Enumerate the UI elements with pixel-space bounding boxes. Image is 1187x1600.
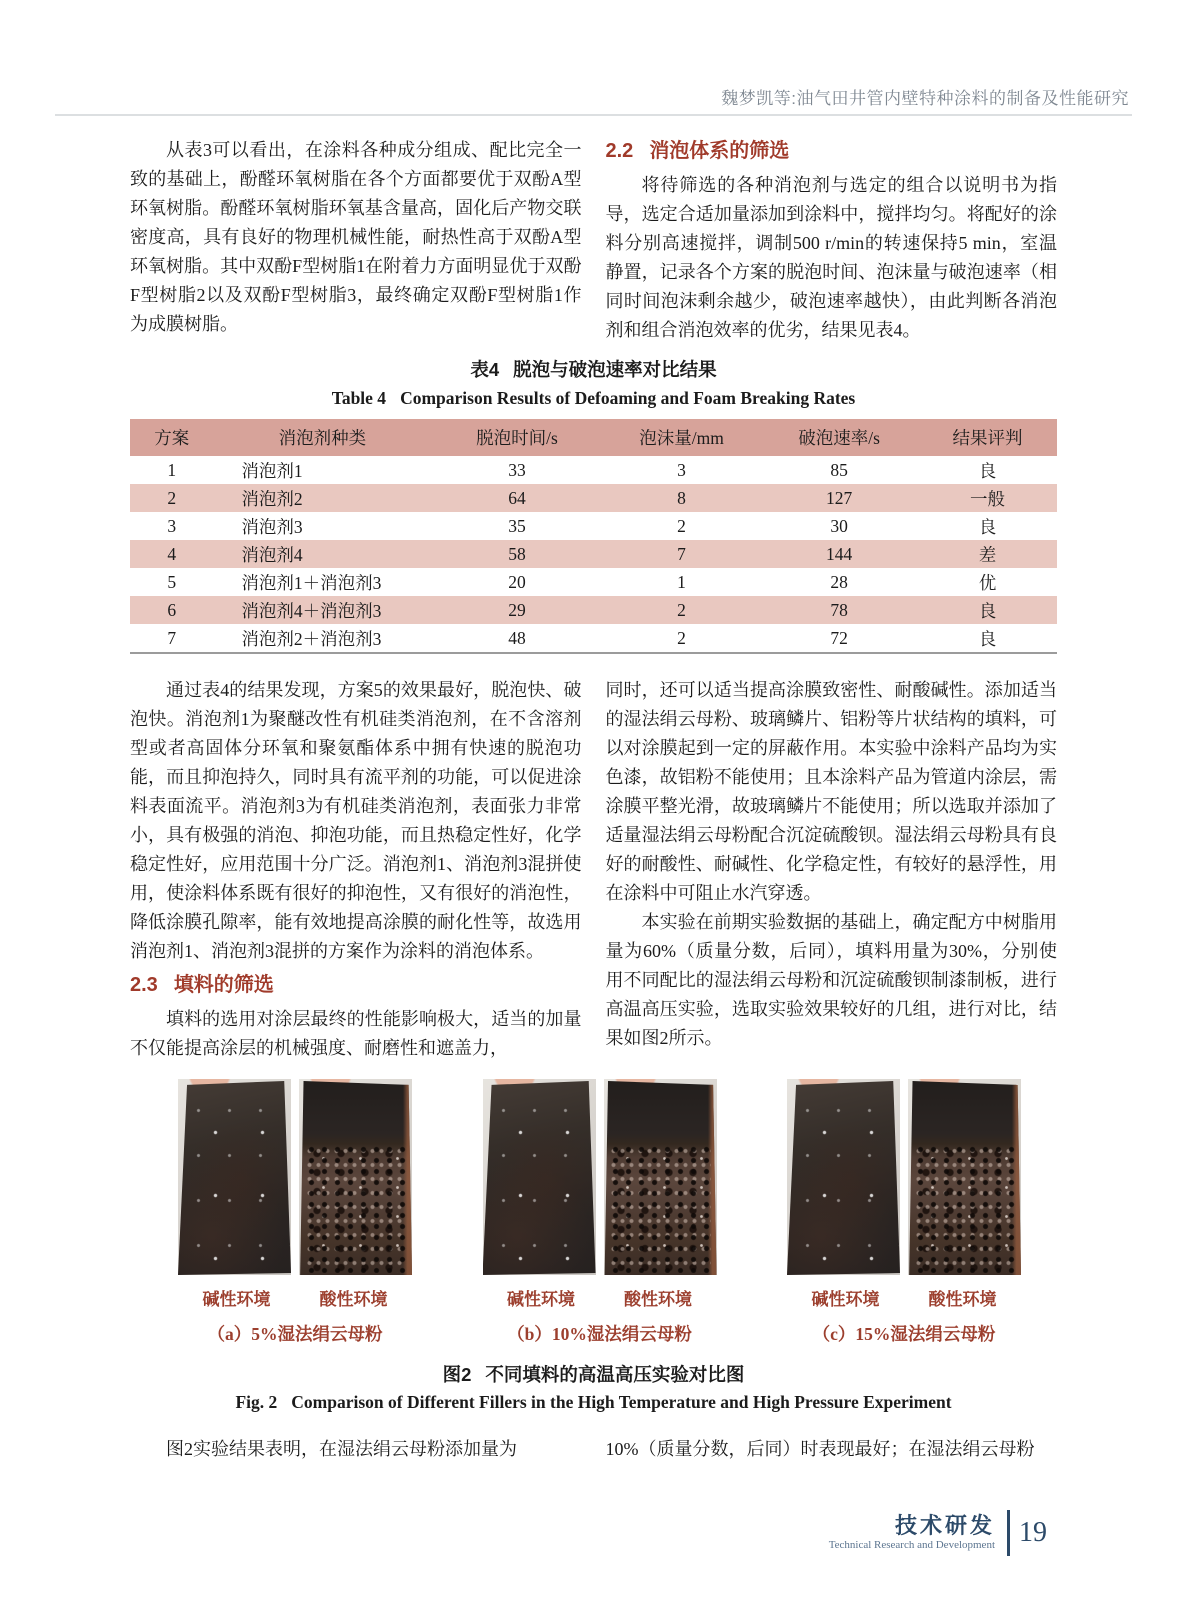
paragraph-figure2-result-right: 10%（质量分数，后同）时表现最好；在湿法绢云母粉	[605, 1439, 1035, 1459]
table-row	[130, 596, 1057, 624]
figure2-group-a	[178, 1079, 412, 1346]
environment-labels	[787, 1285, 1021, 1310]
cell-foam-amount: 2	[677, 599, 686, 620]
section-number: 2.3	[130, 974, 158, 996]
page-footer	[829, 1510, 1047, 1556]
cell-defoamer: 消泡剂1	[241, 460, 303, 481]
col-header-defoam-time: 脱泡时间/s	[431, 419, 602, 456]
panel-photo-acidic	[908, 1079, 1021, 1275]
footer-section-en: Technical Research and Development	[828, 1538, 995, 1551]
photo-pair	[178, 1079, 412, 1275]
cell-scheme: 2	[167, 487, 177, 508]
cell-scheme: 7	[167, 627, 177, 648]
left-column	[130, 676, 582, 1063]
footer-section	[829, 1514, 995, 1553]
header-divider	[55, 114, 1132, 116]
cell-defoam-time: 35	[508, 515, 526, 536]
cell-foam-amount: 7	[677, 543, 686, 564]
table-row	[130, 568, 1057, 596]
cell-foam-amount: 3	[677, 459, 686, 480]
subfigure-caption-b: （b）10%湿法绢云母粉	[507, 1324, 692, 1344]
table4-number-en: Table 4	[331, 388, 387, 408]
cell-result: 良	[978, 516, 997, 537]
paragraph-filler-continued: 同时，还可以适当提高涂膜致密性、耐酸碱性。添加适当的湿法绢云母粉、玻璃鳞片、铝粉等片状结构的填料，可以对涂膜起到一定的屏蔽作用。本实验中涂料产品均为实色漆，故铝粉不能使用；且本涂料产品为管道内涂层，需涂膜平整光滑，故玻璃鳞片不能使用；所以选取并添加了适量湿法绢云母粉配合沉淀硫酸钡。湿法绢云母粉具有良好的耐酸性、耐碱性、化学稳定性，有较好的悬浮性，用在涂料中可阻止水汽穿透。	[605, 680, 1057, 903]
section-title: 填料的筛选	[173, 974, 274, 996]
cell-defoam-time: 20	[508, 571, 526, 592]
cell-foam-amount: 8	[677, 487, 686, 508]
cell-break-rate: 30	[830, 515, 848, 536]
paragraph-resin-conclusion: 从表3可以看出，在涂料各种成分组成、配比完全一致的基础上，酚醛环氧树脂在各个方面都要优于双酚A型环氧树脂。酚醛环氧树脂环氧基含量高，固化后产物交联密度高，具有良好的物理机械性能，耐热性高于双酚A型环氧树脂。其中双酚F型树脂1在附着力方面明显优于双酚F型树脂2以及双酚F型树脂3，最终确定双酚F型树脂1作为成膜树脂。	[130, 140, 582, 334]
col-header-scheme: 方案	[130, 419, 213, 456]
table4-title-en	[130, 385, 1057, 411]
cell-scheme: 3	[167, 515, 177, 536]
cell-defoamer: 消泡剂2＋消泡剂3	[241, 628, 382, 649]
environment-labels	[483, 1285, 717, 1310]
panel-photo-alkaline	[178, 1079, 291, 1275]
table-row	[130, 540, 1057, 568]
right-column	[606, 136, 1058, 345]
label-acidic: 酸性环境	[928, 1290, 997, 1309]
label-alkaline: 碱性环境	[202, 1290, 271, 1309]
cell-result: 良	[978, 460, 997, 481]
col-header-foam-amount: 泡沫量/mm	[603, 419, 761, 456]
cell-foam-amount: 1	[677, 571, 686, 592]
table4-caption-en: Comparison Results of Defoaming and Foam Breaking Rates	[400, 388, 856, 408]
cell-defoamer: 消泡剂2	[241, 488, 303, 509]
paragraph-figure2-result-left: 图2实验结果表明，在湿法绢云母粉添加量为	[166, 1439, 517, 1459]
cell-result: 优	[978, 572, 997, 593]
running-head: 魏梦凯等:油气田井管内壁特种涂料的制备及性能研究	[721, 89, 1129, 108]
footer-section-zh: 技术研发	[894, 1512, 995, 1538]
cell-break-rate: 78	[830, 599, 848, 620]
panel-photo-acidic	[299, 1079, 412, 1275]
cell-break-rate: 72	[830, 627, 848, 648]
right-column	[606, 676, 1058, 1063]
table-row	[130, 512, 1057, 540]
paragraph-table4-discussion: 通过表4的结果发现，方案5的效果最好，脱泡快、破泡快。消泡剂1为聚醚改性有机硅类消泡剂，在不含溶剂型或者高固体分环氧和聚氨酯体系中拥有快速的脱泡功能，而且抑泡持久，同时具有流平剂的功能，可以促进涂料表面流平。消泡剂3为有机硅类消泡剂，表面张力非常小，具有极强的消泡、抑泡功能，而且热稳定性好，化学稳定性好，应用范围十分广泛。消泡剂1、消泡剂3混拼使用，使涂料体系既有很好的抑泡性，又有很好的消泡性，降低涂膜孔隙率，能有效地提高涂膜的耐化性等，故选用消泡剂1、消泡剂3混拼的方案作为涂料的消泡体系。	[130, 680, 582, 961]
table-row	[130, 624, 1057, 653]
environment-labels	[178, 1285, 412, 1310]
text-row-2	[130, 676, 1057, 1063]
paragraph-experiment-setup: 本实验在前期实验数据的基础上，确定配方中树脂用量为60%（质量分数，后同），填料用量为30%，分别使用不同配比的湿法绢云母粉和沉淀硫酸钡制漆制板，进行高温高压实验，选取实验效果较好的几组，进行对比，结果如图2所示。	[605, 912, 1057, 1048]
text-row-1	[130, 136, 1057, 345]
page-content	[130, 136, 1057, 1464]
cell-break-rate: 144	[825, 543, 853, 564]
table4	[130, 419, 1057, 654]
section-number: 2.2	[605, 140, 634, 162]
panel-photo-acidic	[604, 1079, 717, 1275]
col-header-defoamer-type: 消泡剂种类	[213, 419, 431, 456]
figure2-group-c	[787, 1079, 1021, 1346]
cell-result: 一般	[969, 488, 1005, 509]
figure2-photo-row	[130, 1079, 1057, 1346]
figure2-caption-en	[130, 1392, 1057, 1413]
subfigure-caption-c: （c）15%湿法绢云母粉	[812, 1324, 996, 1344]
label-acidic: 酸性环境	[624, 1290, 692, 1309]
subfigure-caption-a: （a）5%湿法绢云母粉	[207, 1324, 383, 1344]
footer-divider	[1007, 1510, 1010, 1556]
cell-defoamer: 消泡剂4＋消泡剂3	[241, 600, 382, 621]
figure2-caption-zh	[130, 1361, 1057, 1387]
table4-block	[130, 357, 1057, 654]
photo-pair	[483, 1079, 717, 1275]
cell-scheme: 4	[167, 543, 177, 564]
label-acidic: 酸性环境	[319, 1290, 388, 1309]
figure2-number-zh: 图2	[442, 1364, 472, 1385]
cell-defoamer: 消泡剂1＋消泡剂3	[241, 572, 382, 593]
cell-defoam-time: 48	[508, 627, 526, 648]
figure2-number-en: Fig. 2	[235, 1392, 278, 1412]
table-row	[130, 456, 1057, 484]
cell-foam-amount: 2	[677, 515, 686, 536]
col-header-result: 结果评判	[918, 419, 1057, 456]
page-number: 19	[1019, 1517, 1047, 1548]
figure2-title-en: Comparison of Different Fillers in the High Temperature and High Pressure Experiment	[291, 1392, 952, 1412]
cell-defoam-time: 33	[508, 459, 526, 480]
table4-title-zh	[130, 357, 1057, 383]
section-heading-2-2	[606, 136, 1058, 166]
cell-defoam-time: 64	[508, 487, 526, 508]
cell-defoam-time: 58	[508, 543, 526, 564]
figure2-block	[130, 1079, 1057, 1413]
left-column	[130, 136, 582, 345]
section-heading-2-3	[130, 970, 582, 1000]
cell-break-rate: 127	[825, 487, 853, 508]
cell-foam-amount: 2	[677, 627, 686, 648]
cell-defoamer: 消泡剂3	[241, 516, 303, 537]
panel-photo-alkaline	[483, 1079, 596, 1275]
paragraph-defoamer-method: 将待筛选的各种消泡剂与选定的组合以说明书为指导，选定合适加量添加到涂料中，搅拌均匀。将配好的涂料分别高速搅拌，调制500 r/min的转速保持5 min，室温静置，记录各个方案的脱泡时间、泡沫量与破泡速率（相同时间泡沫剩余越少，破泡速率越快），由此判断各消泡剂和组合消泡效率的优劣，结果见表4。	[605, 175, 1057, 340]
text-row-3	[130, 1435, 1057, 1464]
cell-defoam-time: 29	[508, 599, 526, 620]
col-header-break-rate: 破泡速率/s	[760, 419, 918, 456]
panel-photo-alkaline	[787, 1079, 900, 1275]
table4-caption-zh: 脱泡与破泡速率对比结果	[513, 359, 717, 380]
photo-pair	[787, 1079, 1021, 1275]
cell-result: 良	[978, 600, 997, 621]
table4-header-row	[130, 419, 1057, 456]
table4-number-zh: 表4	[470, 359, 500, 380]
cell-result: 差	[978, 544, 997, 565]
cell-scheme: 6	[167, 599, 177, 620]
cell-break-rate: 28	[830, 571, 848, 592]
cell-scheme: 5	[167, 571, 177, 592]
paragraph-filler-intro: 填料的选用对涂层最终的性能影响极大，适当的加量不仅能提高涂层的机械强度、耐磨性和遮盖力，	[130, 1009, 582, 1058]
figure2-title-zh: 不同填料的高温高压实验对比图	[485, 1364, 745, 1385]
cell-defoamer: 消泡剂4	[241, 544, 303, 565]
section-title: 消泡体系的筛选	[649, 140, 790, 162]
label-alkaline: 碱性环境	[811, 1290, 880, 1309]
left-column	[130, 1435, 582, 1464]
right-column	[606, 1435, 1058, 1464]
cell-scheme: 1	[167, 459, 177, 480]
label-alkaline: 碱性环境	[507, 1290, 575, 1309]
cell-break-rate: 85	[830, 459, 848, 480]
cell-result: 良	[978, 628, 997, 649]
table-row	[130, 484, 1057, 512]
figure2-group-b	[483, 1079, 717, 1346]
